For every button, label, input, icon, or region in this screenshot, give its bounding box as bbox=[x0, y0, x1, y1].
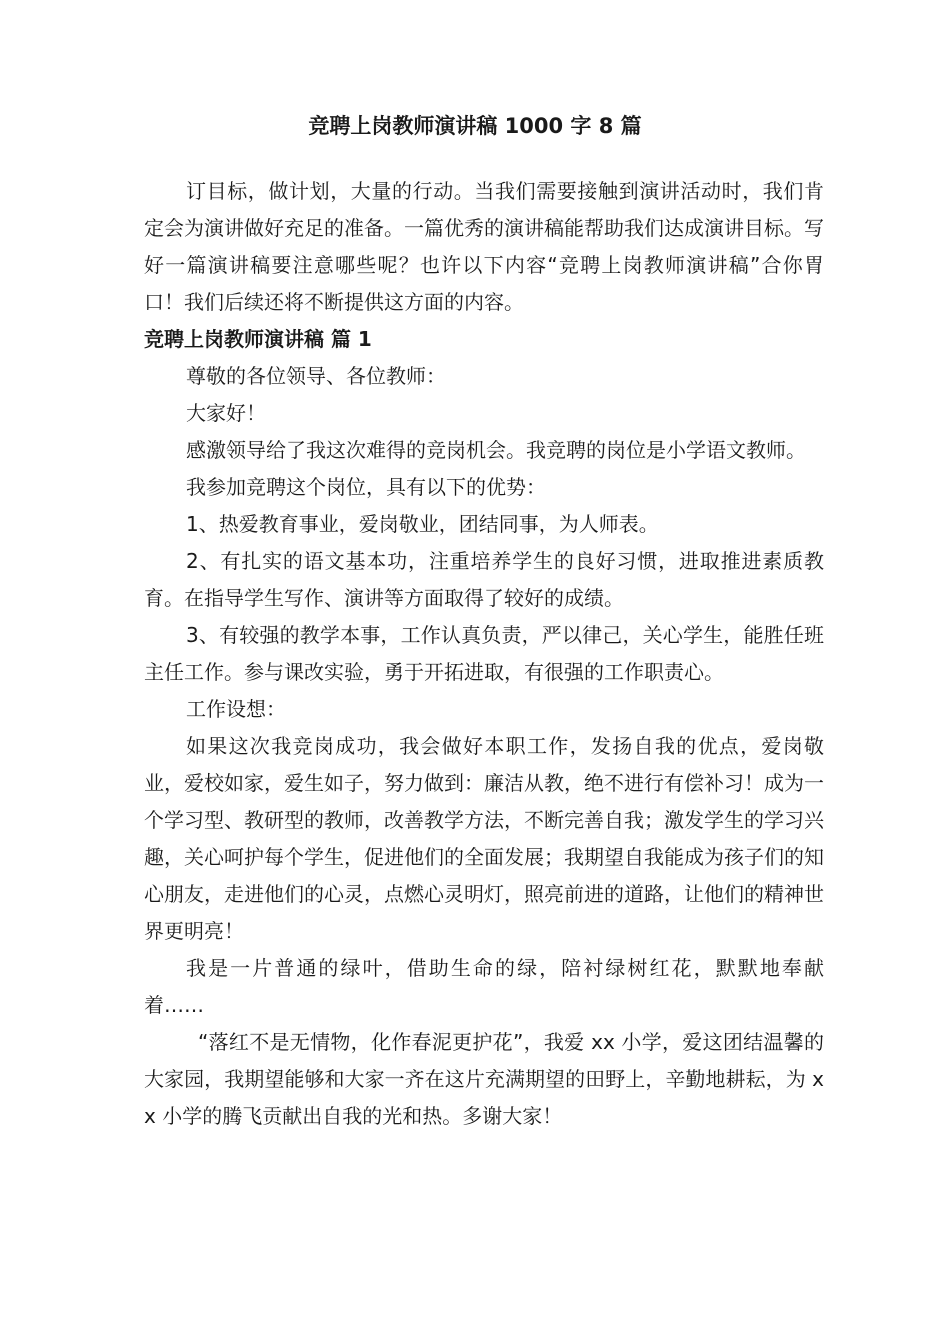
body-paragraph: 我参加竞聘这个岗位，具有以下的优势： bbox=[186, 475, 546, 499]
greeting-paragraph: 大家好！ bbox=[186, 401, 266, 425]
list-item-paragraph: 3、有较强的教学本事，工作认真负责，严以律己，关心学生，能胜任班主任工作。参与课改实验，勇于开拓进取，有很强的工作职责心。 bbox=[144, 623, 824, 684]
body-paragraph: 如果这次我竞岗成功，我会做好本职工作，发扬自我的优点，爱岗敬业，爱校如家，爱生如子，努力做到：廉洁从教，绝不进行有偿补习！成为一个学习型、教研型的教师，改善教学方法，不断完善自我；激发学生的学习兴趣，关心呵护每个学生，促进他们的全面发展；我期望自我能成为孩子们的知心朋友，走进他们的心灵，点燃心灵明灯，照亮前进的道路，让他们的精神世界更明亮！ bbox=[144, 734, 824, 943]
body-paragraph: 我是一片普通的绿叶，借助生命的绿，陪衬绿树红花，默默地奉献着…… bbox=[144, 956, 824, 1017]
salutation-paragraph: 尊敬的各位领导、各位教师： bbox=[186, 364, 446, 388]
section-heading: 竞聘上岗教师演讲稿 篇 1 bbox=[144, 327, 372, 351]
intro-paragraph: 订目标，做计划，大量的行动。当我们需要接触到演讲活动时，我们肯定会为演讲做好充足的准备。一篇优秀的演讲稿能帮助我们达成演讲目标。写好一篇演讲稿要注意哪些呢？也许以下内容“竞聘上岗教师演讲稿”合你胃口！我们后续还将不断提供这方面的内容。 bbox=[144, 179, 824, 314]
list-item-paragraph: 2、有扎实的语文基本功，注重培养学生的良好习惯，进取推进素质教育。在指导学生写作、演讲等方面取得了较好的成绩。 bbox=[144, 549, 824, 610]
closing-paragraph: “落红不是无情物，化作春泥更护花”，我爱 xx 小学，爱这团结温馨的大家园，我期望能够和大家一齐在这片充满期望的田野上，辛勤地耕耘，为 xx 小学的腾飞贡献出自我的光和热。多谢大家！ bbox=[144, 1030, 824, 1128]
body-paragraph: 感激领导给了我这次难得的竞岗机会。我竞聘的岗位是小学语文教师。 bbox=[186, 438, 806, 462]
document-body bbox=[144, 173, 824, 1135]
document-title: 竞聘上岗教师演讲稿 1000 字 8 篇 bbox=[308, 114, 642, 138]
body-paragraph: 工作设想： bbox=[186, 697, 286, 721]
list-item-paragraph: 1、热爱教育事业，爱岗敬业，团结同事，为人师表。 bbox=[186, 512, 659, 536]
